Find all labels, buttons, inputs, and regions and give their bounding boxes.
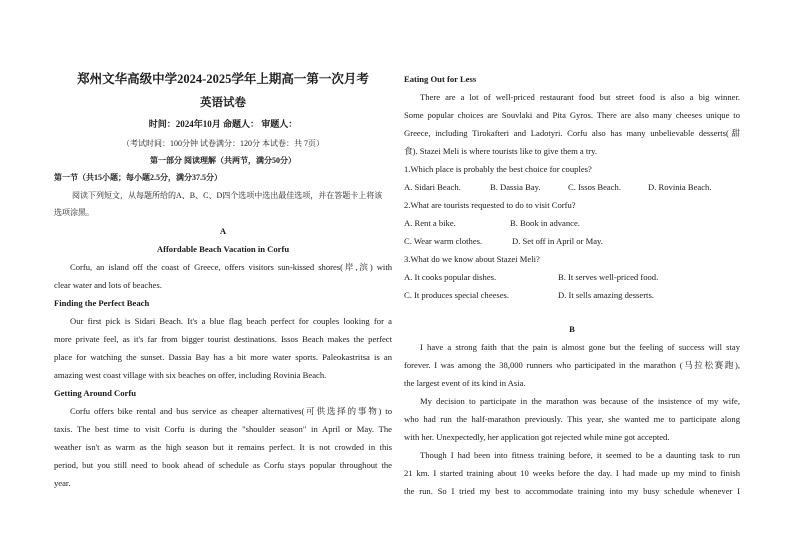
paragraph-line: 食). Stazei Meli is where tourists like to give them a try. xyxy=(404,146,597,156)
section-subheading: Finding the Perfect Beach xyxy=(54,298,150,308)
option-d: D. It sells amazing desserts. xyxy=(558,290,654,300)
option-a: A. Sidari Beach. xyxy=(404,182,461,192)
exam-title: 郑州文华高级中学2024-2025学年上期高一第一次月考 xyxy=(77,72,369,86)
paragraph-line: more private feel, as it's far from bigger tourist destinations. Issos Beach makes the perfect xyxy=(54,334,392,344)
paragraph-line: weather isn't as warm as the high season but it remains perfect. It is not crowded in this xyxy=(54,442,392,452)
exam-meta: （考试时间：100分钟 试卷满分：120分 本试卷：共 7页） xyxy=(122,139,324,148)
section-subheading: Eating Out for Less xyxy=(404,74,477,84)
option-c: C. Wear warm clothes. xyxy=(404,236,483,246)
paragraph-line: Greece, including Tirokafteri and Ladotyri. Corfu also has many unbelievable desserts(甜 xyxy=(404,128,740,138)
question-stem: 3.What do we know about Stazei Meli? xyxy=(404,254,540,264)
paragraph-line: taxis. The best time to visit Corfu is during the "shoulder season" in April or May. The xyxy=(54,424,392,434)
paragraph-line: forever. I was among the 38,000 runners who participated in the marathon (马拉松赛跑), xyxy=(404,360,740,370)
question-stem: 2.What are tourists requested to do to visit Corfu? xyxy=(404,200,576,210)
part-heading: 第一部分 阅读理解（共两节，满分50分） xyxy=(150,156,296,165)
option-d: D. Rovinia Beach. xyxy=(648,182,712,192)
option-c: C. It produces special cheeses. xyxy=(404,290,509,300)
passage-letter: A xyxy=(219,226,227,236)
option-b: B. It serves well-priced food. xyxy=(558,272,659,282)
option-a: A. It cooks popular dishes. xyxy=(404,272,497,282)
paragraph-line: There are a lot of well-priced restaurant food but street food is also a big winner. xyxy=(420,92,740,102)
paragraph-line: I have a strong faith that the pain is almost gone but the feeling of success will stay xyxy=(420,342,740,352)
paragraph-line: amazing west coast village with six beaches on offer, including Rovinia Beach. xyxy=(54,370,327,380)
paragraph-line: Our first pick is Sidari Beach. It's a blue flag beach perfect for couples looking for a xyxy=(70,316,392,326)
question-stem: 1.Which place is probably the best choice for couples? xyxy=(404,164,592,174)
paragraph-line: clear water and lots of beaches. xyxy=(54,280,162,290)
paragraph-line: who had run the half-marathon previously. This year, she wanted me to participate along xyxy=(404,414,740,424)
paragraph-line: with her. Unexpectedly, her application got rejected while mine got accepted. xyxy=(404,432,670,442)
instructions-line: 阅读下列短文，从每题所给的A、B、C、D四个选项中选出最佳选项，并在答题卡上将该 xyxy=(72,191,383,200)
paragraph-line: year. xyxy=(54,478,71,488)
paragraph-line: place for watching the sunset. Dassia Bay has a bit more water sports. Paleokastritsa is an xyxy=(54,352,392,362)
option-d: D. Set off in April or May. xyxy=(512,236,603,246)
paragraph-line: Corfu offers bike rental and bus service as cheaper alternatives(可供选择的事物) to xyxy=(70,406,392,416)
section-subheading: Getting Around Corfu xyxy=(54,388,136,398)
section-heading: 第一节（共15小题；每小题2.5分，满分37.5分） xyxy=(54,173,222,182)
paragraph-line: period, but you still need to book ahead of schedule as Corfu stays popular throughout the xyxy=(54,460,392,470)
exam-info-line: 时间：2024年10月 命题人： 审题人： xyxy=(148,119,298,129)
question-options xyxy=(404,272,740,283)
passage-letter: B xyxy=(569,324,575,334)
exam-subtitle: 英语试卷 xyxy=(200,97,246,109)
question-options xyxy=(404,290,740,301)
option-b: B. Dassia Bay. xyxy=(490,182,541,192)
question-options xyxy=(404,182,740,193)
paragraph-line: 21 km. I started training about 10 weeks before the day. I had made up my mind to finish xyxy=(404,468,740,478)
option-b: B. Book in advance. xyxy=(510,218,580,228)
passage-title: Affordable Beach Vacation in Corfu xyxy=(156,244,290,254)
paragraph-line: My decision to participate in the marathon was because of the insistence of my wife, xyxy=(420,396,740,406)
paragraph-line: Some popular choices are Souvlaki and Pita Gyros. There are also many cheeses unique to xyxy=(404,110,740,120)
option-c: C. Issos Beach. xyxy=(568,182,621,192)
paragraph-line: Though I had been into fitness training before, it seemed to be a daunting task to run xyxy=(420,450,740,460)
instructions-line: 选项涂黑。 xyxy=(54,208,94,217)
option-a: A. Rent a bike. xyxy=(404,218,456,228)
paragraph-line: Corfu, an island off the coast of Greece, offers visitors sun-kissed shores(岸,滨) with xyxy=(70,262,392,272)
paragraph-line: the largest event of its kind in Asia. xyxy=(404,378,526,388)
question-options xyxy=(404,236,740,247)
paragraph-line: the run. So I tried my best to accommodate training into my busy schedule whenever I xyxy=(404,486,740,496)
question-options xyxy=(404,218,740,229)
